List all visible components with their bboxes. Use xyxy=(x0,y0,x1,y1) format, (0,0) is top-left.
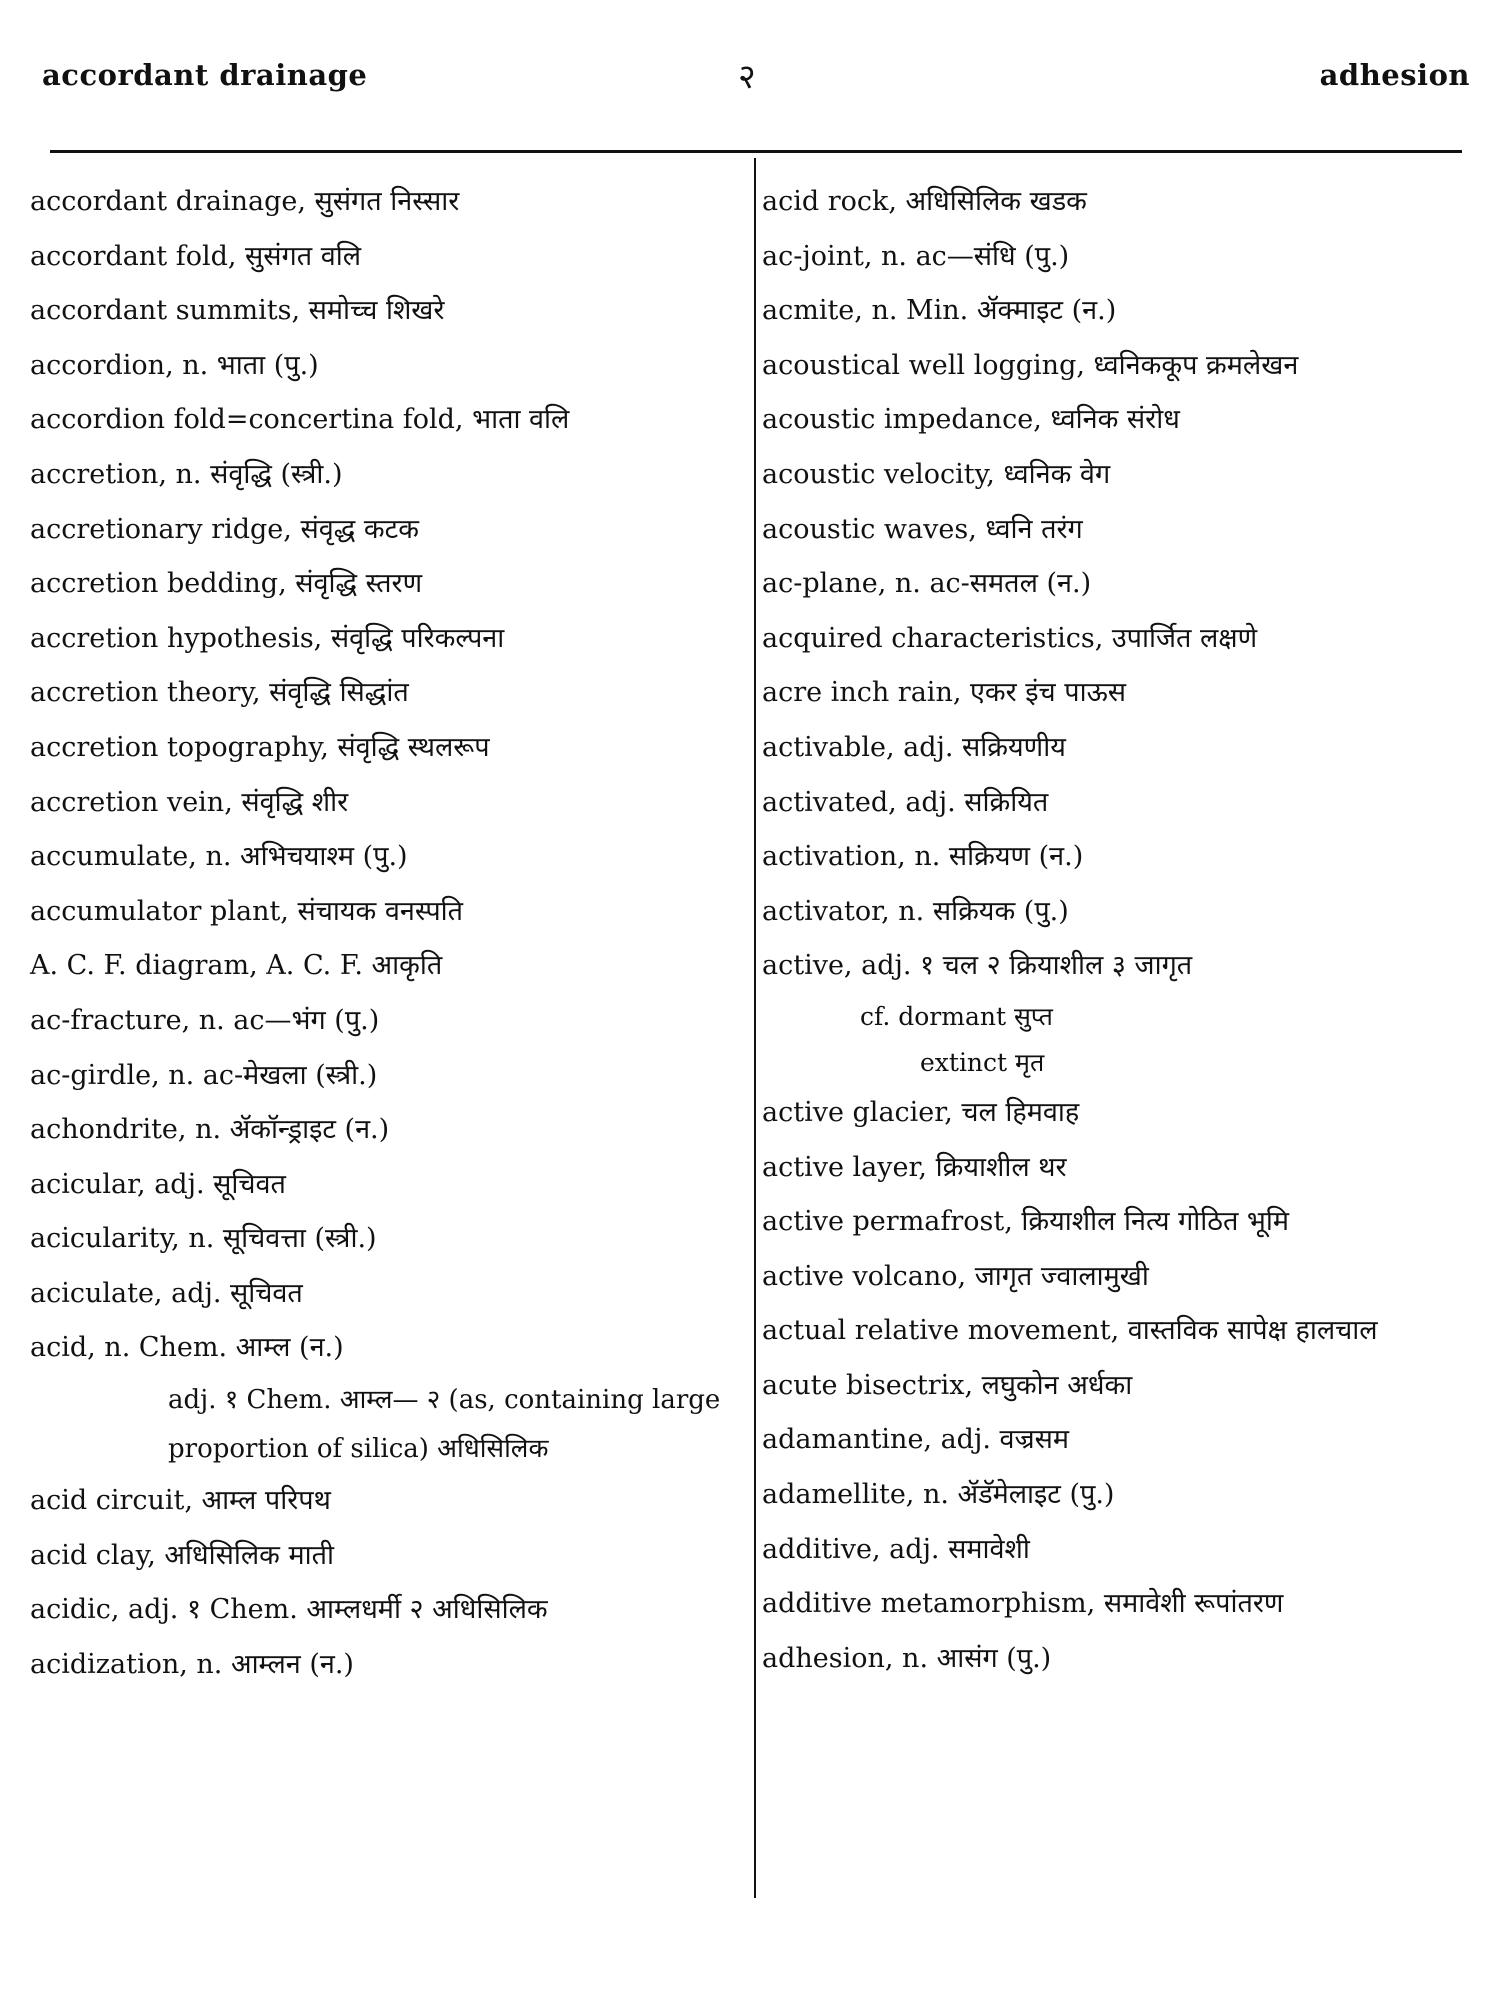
entry: aciculate, adj. सूचिवत xyxy=(30,1277,303,1309)
entry: activator, n. सक्रियक (पु.) xyxy=(762,895,1069,927)
entry: additive, adj. समावेशी xyxy=(762,1533,1030,1565)
running-head-left: accordant drainage xyxy=(42,58,368,92)
entry: accordant summits, समोच्च शिखरे xyxy=(30,295,445,327)
entry: acoustical well logging, ध्वनिककूप क्रमलेखन xyxy=(762,349,1299,381)
entry: active volcano, जागृत ज्वालामुखी xyxy=(762,1260,1149,1292)
entry: active, adj. १ चल २ क्रियाशील ३ जागृत xyxy=(762,950,1193,982)
entry: activable, adj. सक्रियणीय xyxy=(762,731,1066,763)
entry: adamellite, n. ॲडॅमेलाइट (पु.) xyxy=(762,1479,1115,1511)
entry: acre inch rain, एकर इंच पाऊस xyxy=(762,677,1127,709)
entry: acicular, adj. सूचिवत xyxy=(30,1168,286,1200)
entry: additive metamorphism, समावेशी रूपांतरण xyxy=(762,1588,1284,1620)
entry-subsense: adj. १ Chem. आम्ल— २ (as, containing large proportion of silica) अधिसिलिक xyxy=(168,1385,721,1465)
entry: acute bisectrix, लघुकोन अर्धका xyxy=(762,1369,1133,1401)
entry-crossref: extinct मृत xyxy=(920,1047,1045,1077)
entry: accretion vein, संवृद्धि शीर xyxy=(30,786,349,818)
entry: acoustic impedance, ध्वनिक संरोध xyxy=(762,404,1180,436)
entry: acid rock, अधिसिलिक खडक xyxy=(762,186,1087,217)
entry: accretion theory, संवृद्धि सिद्धांत xyxy=(30,677,409,709)
entry: ac-fracture, n. ac—भंग (पु.) xyxy=(30,1004,380,1036)
entry: achondrite, n. ॲकॉन्ड्राइट (न.) xyxy=(30,1114,390,1146)
entry: A. C. F. diagram, A. C. F. आकृति xyxy=(30,950,443,982)
entry: accretion bedding, संवृद्धि स्तरण xyxy=(30,568,423,600)
entry: acmite, n. Min. ॲक्माइट (न.) xyxy=(762,295,1117,327)
entry: active layer, क्रियाशील थर xyxy=(762,1151,1067,1183)
entry: ac-girdle, n. ac-मेखला (स्त्री.) xyxy=(30,1059,378,1091)
entry: active permafrost, क्रियाशील नित्य गोठित भूमि xyxy=(762,1206,1290,1238)
entry: accretion hypothesis, संवृद्धि परिकल्पना xyxy=(30,622,505,654)
page-number: २ xyxy=(738,57,757,97)
entry: acquired characteristics, उपार्जित लक्षणे xyxy=(762,622,1258,654)
entry: acidization, n. आम्लन (न.) xyxy=(30,1648,354,1680)
entry: accumulate, n. अभिचयाश्म (पु.) xyxy=(30,841,408,873)
entry: accordant drainage, सुसंगत निस्सार xyxy=(30,186,460,217)
entry: ac-plane, n. ac-समतल (न.) xyxy=(762,568,1092,600)
entry: acid circuit, आम्ल परिपथ xyxy=(30,1485,331,1517)
entry-crossref: cf. dormant सुप्त xyxy=(860,1001,1053,1031)
entry: accordion, n. भाता (पु.) xyxy=(30,349,319,381)
entry: acidic, adj. १ Chem. आम्लधर्मी २ अधिसिलिक xyxy=(30,1594,548,1626)
entry: accordant fold, सुसंगत वलि xyxy=(30,240,362,272)
entry: acoustic waves, ध्वनि तरंग xyxy=(762,513,1083,545)
header-rule xyxy=(50,150,1462,153)
entry: acicularity, n. सूचिवत्ता (स्त्री.) xyxy=(30,1223,377,1255)
running-head-right: adhesion xyxy=(1319,58,1470,92)
entry: actual relative movement, वास्तविक सापेक्ष हालचाल xyxy=(762,1315,1378,1347)
entry: accretionary ridge, संवृद्ध कटक xyxy=(30,513,419,545)
entry: accretion, n. संवृद्धि (स्त्री.) xyxy=(30,458,343,490)
entry: accretion topography, संवृद्धि स्थलरूप xyxy=(30,731,490,763)
entry: active glacier, चल हिमवाह xyxy=(762,1096,1080,1128)
entry: activation, n. सक्रियण (न.) xyxy=(762,841,1084,873)
entry: adamantine, adj. वज्रसम xyxy=(762,1424,1070,1456)
entry: acid clay, अधिसिलिक माती xyxy=(30,1539,335,1571)
entry: activated, adj. सक्रियित xyxy=(762,786,1049,818)
column-divider xyxy=(754,158,756,1898)
entry: accumulator plant, संचायक वनस्पति xyxy=(30,895,464,927)
entry: adhesion, n. आसंग (पु.) xyxy=(762,1642,1052,1674)
right-column xyxy=(762,175,1462,1686)
left-column xyxy=(30,175,735,1692)
entry: acid, n. Chem. आम्ल (न.) xyxy=(30,1332,344,1364)
entry: ac-joint, n. ac—संधि (पु.) xyxy=(762,240,1070,272)
entry: acoustic velocity, ध्वनिक वेग xyxy=(762,458,1111,490)
entry: accordion fold=concertina fold, भाता वलि xyxy=(30,404,570,436)
